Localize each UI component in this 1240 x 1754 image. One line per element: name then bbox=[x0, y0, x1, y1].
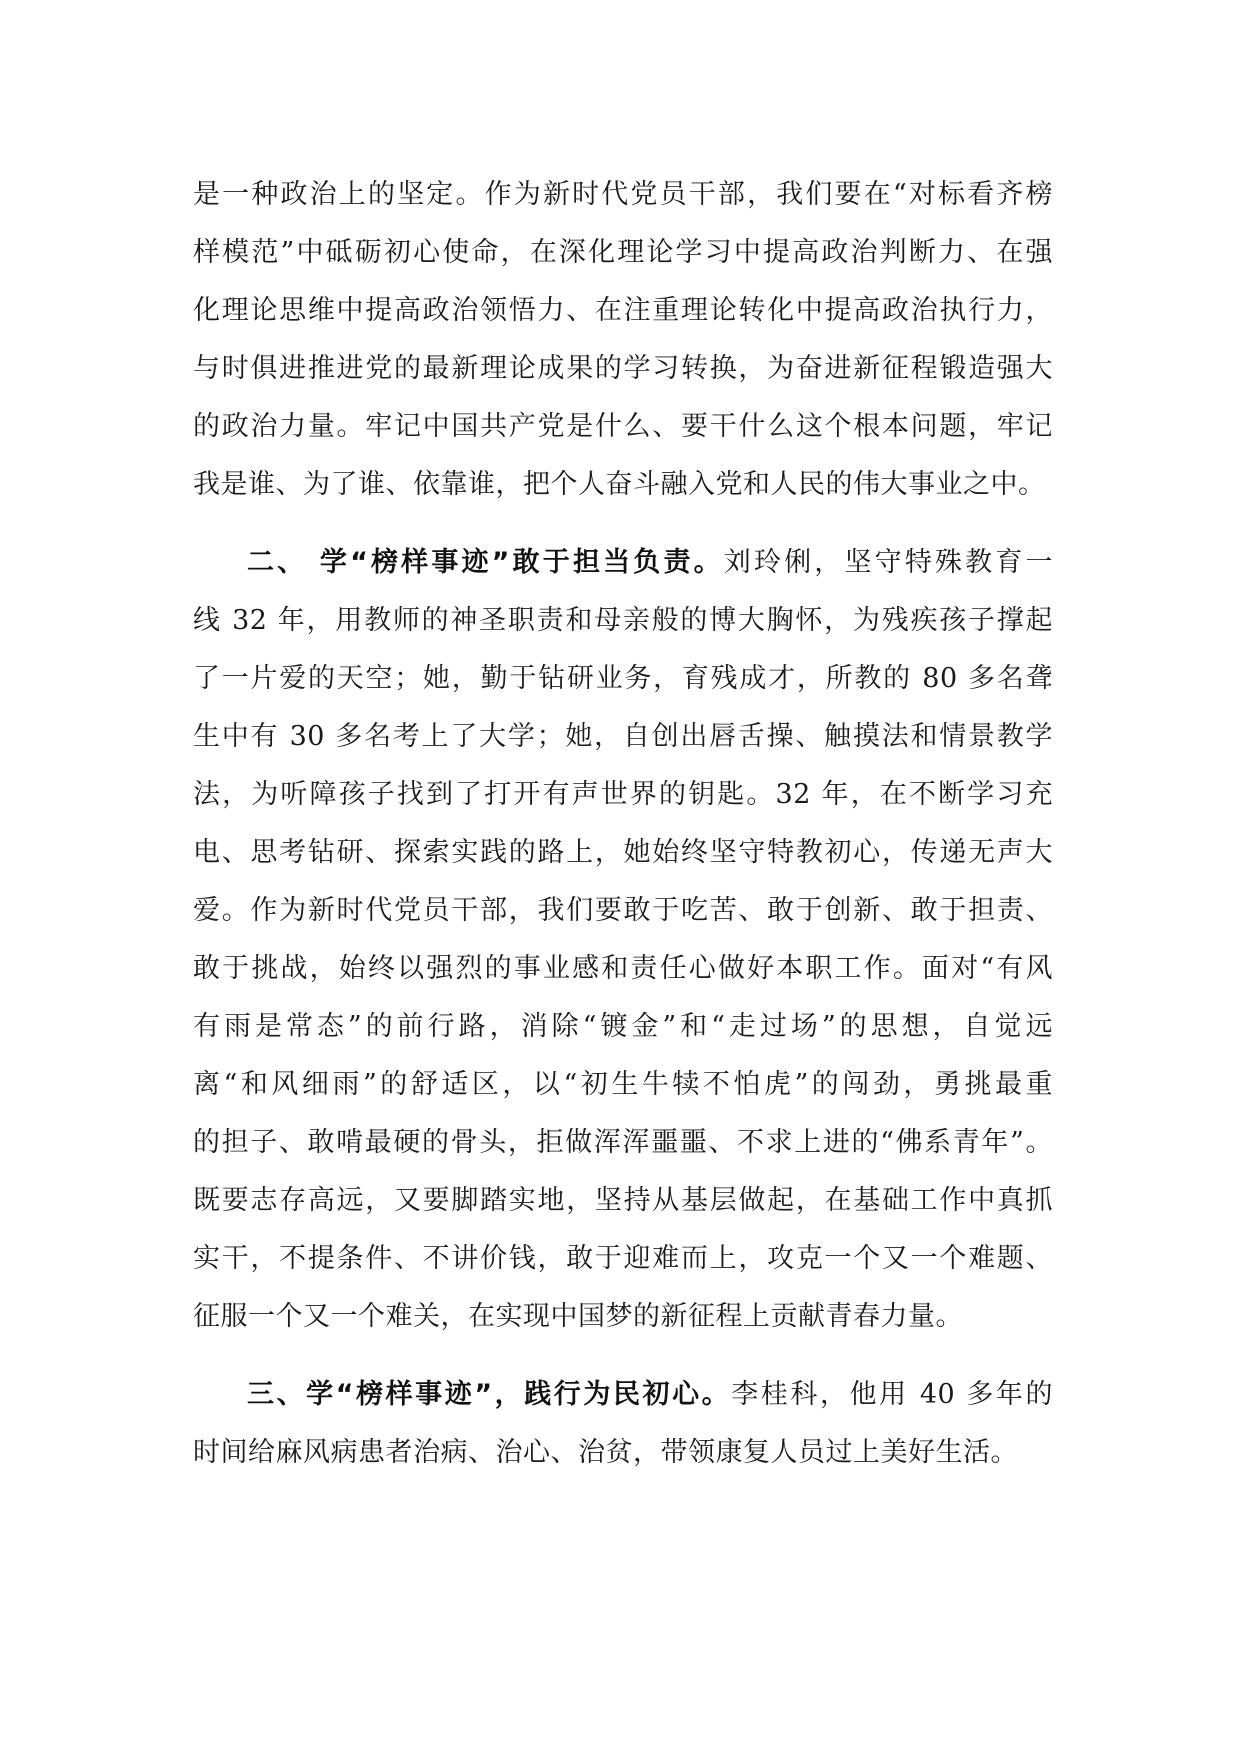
text-line: 的担子、敢啃最硬的骨头，拒做浑浑噩噩、不求上进的“佛系青年”。 bbox=[193, 1127, 1053, 1158]
text-line: 实干，不提条件、不讲价钱，敢于迎难而上，攻克一个又一个难题、 bbox=[193, 1243, 1053, 1274]
text-segment: 刘玲俐，坚守特殊教育一 bbox=[723, 547, 1054, 578]
text-line: 敢于挑战，始终以强烈的事业感和责任心做好本职工作。面对“有风 bbox=[193, 953, 1053, 984]
text-line: 是一种政治上的坚定。作为新时代党员干部，我们要在“对标看齐榜 bbox=[193, 179, 1053, 210]
text-line: 征服一个又一个难关，在实现中国梦的新征程上贡献青春力量。 bbox=[193, 1301, 963, 1332]
text-line: 的政治力量。牢记中国共产党是什么、要干什么这个根本问题，牢记 bbox=[193, 411, 1053, 442]
paragraph-first-line bbox=[193, 1366, 1053, 1424]
paragraph-first-line bbox=[193, 534, 1053, 592]
text-line: 有雨是常态”的前行路，消除“镀金”和“走过场”的思想，自觉远 bbox=[193, 1011, 1053, 1042]
paragraph-3 bbox=[193, 1366, 1053, 1482]
text-line: 生中有 30 多名考上了大学；她，自创出唇舌操、触摸法和情景教学 bbox=[193, 721, 1053, 752]
text-line: 离“和风细雨”的舒适区，以“初生牛犊不怕虎”的闯劲，勇挑最重 bbox=[193, 1069, 1053, 1100]
text-line: 了一片爱的天空；她，勤于钻研业务，育残成才，所教的 80 多名聋 bbox=[193, 663, 1053, 694]
text-line: 化理论思维中提高政治领悟力、在注重理论转化中提高政治执行力， bbox=[193, 295, 1053, 326]
text-line: 法，为听障孩子找到了打开有声世界的钥匙。32 年，在不断学习充 bbox=[193, 779, 1053, 810]
text-line: 时间给麻风病患者治病、治心、治贫，带领康复人员过上美好生活。 bbox=[193, 1437, 1018, 1468]
section-heading: 三、学“榜样事迹”，践行为民初心。 bbox=[247, 1379, 732, 1410]
text-line: 爱。作为新时代党员干部，我们要敢于吃苦、敢于创新、敢于担责、 bbox=[193, 895, 1053, 926]
text-line: 线 32 年，用教师的神圣职责和母亲般的博大胸怀，为残疾孩子撑起 bbox=[193, 605, 1053, 636]
text-line: 既要志存高远，又要脚踏实地，坚持从基层做起，在基础工作中真抓 bbox=[193, 1185, 1053, 1216]
paragraph-1 bbox=[193, 166, 1053, 514]
text-line: 电、思考钻研、探索实践的路上，她始终坚守特教初心，传递无声大 bbox=[193, 837, 1053, 868]
paragraph-2 bbox=[193, 534, 1053, 1346]
text-line: 与时俱进推进党的最新理论成果的学习转换，为奋进新征程锻造强大 bbox=[193, 353, 1053, 384]
text-line: 样模范”中砥砺初心使命，在深化理论学习中提高政治判断力、在强 bbox=[193, 237, 1053, 268]
text-segment: 李桂科，他用 40 多年的 bbox=[731, 1379, 1053, 1410]
section-heading: 二、 学“榜样事迹”敢于担当负责。 bbox=[247, 547, 724, 578]
text-line: 我是谁、为了谁、依靠谁，把个人奋斗融入党和人民的伟大事业之中。 bbox=[193, 469, 1046, 500]
document-body bbox=[193, 166, 1053, 1482]
